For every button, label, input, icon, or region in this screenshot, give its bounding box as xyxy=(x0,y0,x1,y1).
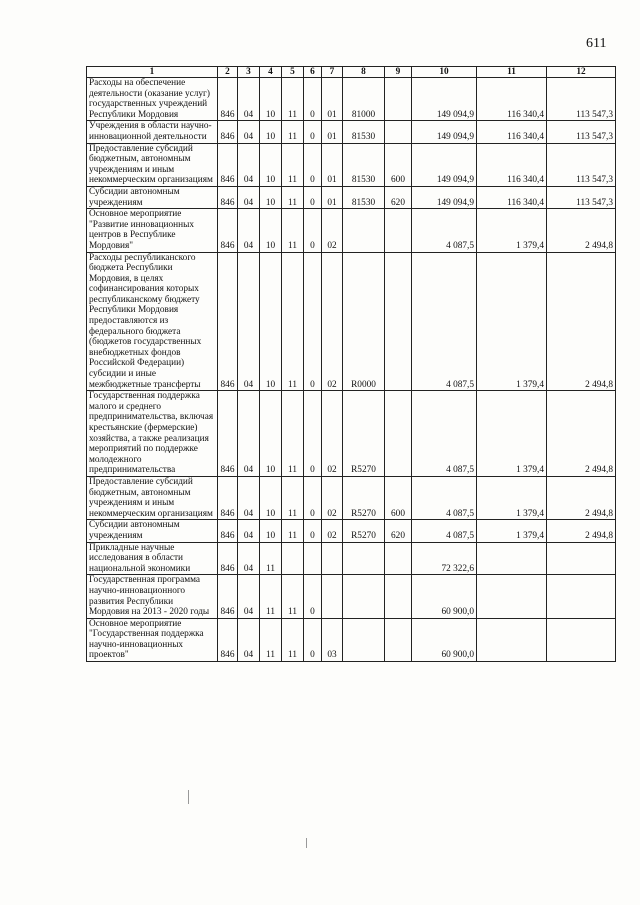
cell-expense-type xyxy=(385,575,412,618)
cell-program: 11 xyxy=(282,391,304,477)
cell-direction: R5270 xyxy=(343,520,385,542)
cell-direction: 81530 xyxy=(343,186,385,208)
cell-direction: 81530 xyxy=(343,143,385,186)
cell-direction: R5270 xyxy=(343,391,385,477)
cell-section: 04 xyxy=(238,186,260,208)
cell-subprogram: 0 xyxy=(304,391,322,477)
cell-program xyxy=(282,542,304,575)
cell-direction xyxy=(343,618,385,661)
table-row xyxy=(87,476,616,519)
column-header: 7 xyxy=(322,67,343,78)
row-name: Государственная поддержка малого и среднего предпринимательства, включая крестьянские (фермерские) хозяйства, а также реализация мероприятий по поддержке молодежного предпринимательства xyxy=(87,391,218,477)
cell-admin: 846 xyxy=(218,542,238,575)
cell-admin: 846 xyxy=(218,618,238,661)
cell-subprogram: 0 xyxy=(304,618,322,661)
cell-event: 01 xyxy=(322,186,343,208)
table-row xyxy=(87,542,616,575)
cell-section: 04 xyxy=(238,209,260,252)
cell-expense-type xyxy=(385,78,412,121)
cell-section: 04 xyxy=(238,252,260,391)
cell-program: 11 xyxy=(282,78,304,121)
cell-amount-3: 113 547,3 xyxy=(547,78,616,121)
cell-direction: R5270 xyxy=(343,476,385,519)
cell-subsection: 11 xyxy=(260,575,282,618)
cell-amount-2: 1 379,4 xyxy=(477,476,547,519)
cell-amount-1: 4 087,5 xyxy=(412,476,477,519)
column-header: 11 xyxy=(477,67,547,78)
cell-expense-type: 600 xyxy=(385,143,412,186)
cell-expense-type xyxy=(385,209,412,252)
cell-amount-2 xyxy=(477,575,547,618)
cell-program: 11 xyxy=(282,618,304,661)
column-header: 2 xyxy=(218,67,238,78)
cell-amount-3: 2 494,8 xyxy=(547,476,616,519)
cell-amount-3: 113 547,3 xyxy=(547,143,616,186)
cell-amount-1: 4 087,5 xyxy=(412,252,477,391)
cell-amount-2: 116 340,4 xyxy=(477,186,547,208)
cell-amount-3: 113 547,3 xyxy=(547,186,616,208)
cell-amount-3 xyxy=(547,542,616,575)
table-row xyxy=(87,520,616,542)
cell-subsection: 10 xyxy=(260,78,282,121)
cell-subprogram: 0 xyxy=(304,143,322,186)
cell-section: 04 xyxy=(238,520,260,542)
row-name: Государственная программа научно-инновационного развития Республики Мордовия на 2013 - 2020 годы xyxy=(87,575,218,618)
cell-program: 11 xyxy=(282,476,304,519)
row-name: Субсидии автономным учреждениям xyxy=(87,186,218,208)
cell-amount-1: 72 322,6 xyxy=(412,542,477,575)
column-header: 4 xyxy=(260,67,282,78)
cell-event: 01 xyxy=(322,121,343,143)
table-row xyxy=(87,78,616,121)
cell-event xyxy=(322,575,343,618)
cell-amount-2: 116 340,4 xyxy=(477,121,547,143)
cell-admin: 846 xyxy=(218,520,238,542)
cell-section: 04 xyxy=(238,391,260,477)
cell-subsection: 11 xyxy=(260,542,282,575)
cell-admin: 846 xyxy=(218,391,238,477)
cell-direction: 81530 xyxy=(343,121,385,143)
cell-section: 04 xyxy=(238,476,260,519)
cell-subsection: 10 xyxy=(260,476,282,519)
cell-subprogram: 0 xyxy=(304,476,322,519)
row-name: Прикладные научные исследования в области национальной экономики xyxy=(87,542,218,575)
cell-amount-1: 149 094,9 xyxy=(412,143,477,186)
cell-subprogram: 0 xyxy=(304,186,322,208)
table-row xyxy=(87,143,616,186)
cell-direction xyxy=(343,209,385,252)
row-name: Расходы республиканского бюджета Республики Мордовия, в целях софинансирования которых республиканскому бюджету Республики Мордовия предоставляются из федерального бюджета (бюджетов государственных внебюджетных фондов Российской Федерации) субсидии и иные межбюджетные трансферты xyxy=(87,252,218,391)
cell-amount-3: 2 494,8 xyxy=(547,252,616,391)
table-row xyxy=(87,575,616,618)
cell-admin: 846 xyxy=(218,575,238,618)
table-row xyxy=(87,209,616,252)
cell-amount-2: 1 379,4 xyxy=(477,520,547,542)
cell-amount-1: 149 094,9 xyxy=(412,78,477,121)
cell-event: 01 xyxy=(322,143,343,186)
cell-amount-3 xyxy=(547,618,616,661)
cell-admin: 846 xyxy=(218,121,238,143)
cell-amount-1: 4 087,5 xyxy=(412,209,477,252)
cell-subprogram: 0 xyxy=(304,575,322,618)
cell-expense-type xyxy=(385,121,412,143)
cell-subsection: 10 xyxy=(260,121,282,143)
cell-program: 11 xyxy=(282,520,304,542)
cell-amount-1: 4 087,5 xyxy=(412,520,477,542)
cell-expense-type xyxy=(385,542,412,575)
cell-amount-2: 1 379,4 xyxy=(477,209,547,252)
cell-event: 02 xyxy=(322,391,343,477)
cell-amount-2: 116 340,4 xyxy=(477,143,547,186)
cell-event: 03 xyxy=(322,618,343,661)
cell-expense-type: 600 xyxy=(385,476,412,519)
cell-amount-3 xyxy=(547,575,616,618)
cell-program: 11 xyxy=(282,143,304,186)
cell-section: 04 xyxy=(238,575,260,618)
table-body xyxy=(87,78,616,662)
cell-amount-3: 2 494,8 xyxy=(547,520,616,542)
cell-section: 04 xyxy=(238,542,260,575)
page-number: 611 xyxy=(586,36,607,51)
row-name: Расходы на обеспечение деятельности (оказание услуг) государственных учреждений Республики Мордовия xyxy=(87,78,218,121)
cell-program: 11 xyxy=(282,575,304,618)
cell-event: 02 xyxy=(322,252,343,391)
column-header: 9 xyxy=(385,67,412,78)
cell-section: 04 xyxy=(238,78,260,121)
cell-subsection: 10 xyxy=(260,520,282,542)
cell-amount-1: 60 900,0 xyxy=(412,575,477,618)
cell-admin: 846 xyxy=(218,209,238,252)
cell-subprogram xyxy=(304,542,322,575)
cell-subprogram: 0 xyxy=(304,121,322,143)
cell-subsection: 10 xyxy=(260,209,282,252)
table-row xyxy=(87,391,616,477)
cell-amount-1: 149 094,9 xyxy=(412,121,477,143)
row-name: Основное мероприятие "Развитие инновационных центров в Республике Мордовия" xyxy=(87,209,218,252)
cell-event: 01 xyxy=(322,78,343,121)
cell-event: 02 xyxy=(322,476,343,519)
cell-subsection: 10 xyxy=(260,143,282,186)
cell-amount-3: 113 547,3 xyxy=(547,121,616,143)
cell-amount-3: 2 494,8 xyxy=(547,391,616,477)
cell-program: 11 xyxy=(282,252,304,391)
column-header: 12 xyxy=(547,67,616,78)
cell-amount-3: 2 494,8 xyxy=(547,209,616,252)
cell-direction: 81000 xyxy=(343,78,385,121)
cell-admin: 846 xyxy=(218,143,238,186)
cell-program: 11 xyxy=(282,121,304,143)
cell-program: 11 xyxy=(282,209,304,252)
cell-section: 04 xyxy=(238,121,260,143)
cell-event: 02 xyxy=(322,209,343,252)
table-row xyxy=(87,186,616,208)
header-row xyxy=(87,67,616,78)
row-name: Субсидии автономным учреждениям xyxy=(87,520,218,542)
table-row xyxy=(87,121,616,143)
cell-expense-type xyxy=(385,391,412,477)
cell-admin: 846 xyxy=(218,476,238,519)
cell-subprogram: 0 xyxy=(304,78,322,121)
cell-expense-type xyxy=(385,252,412,391)
cell-expense-type: 620 xyxy=(385,520,412,542)
cell-amount-2: 1 379,4 xyxy=(477,252,547,391)
cell-event: 02 xyxy=(322,520,343,542)
column-header: 10 xyxy=(412,67,477,78)
cell-admin: 846 xyxy=(218,186,238,208)
cell-subsection: 10 xyxy=(260,391,282,477)
cell-amount-1: 60 900,0 xyxy=(412,618,477,661)
cell-direction: R0000 xyxy=(343,252,385,391)
cell-admin: 846 xyxy=(218,78,238,121)
row-name: Предоставление субсидий бюджетным, автономным учреждениям и иным некоммерческим организациям xyxy=(87,476,218,519)
column-header: 1 xyxy=(87,67,218,78)
budget-table xyxy=(86,66,616,662)
row-name: Предоставление субсидий бюджетным, автономным учреждениям и иным некоммерческим организациям xyxy=(87,143,218,186)
cell-subprogram: 0 xyxy=(304,520,322,542)
table-row xyxy=(87,618,616,661)
cell-amount-2 xyxy=(477,542,547,575)
scan-mark xyxy=(306,838,307,848)
column-header: 3 xyxy=(238,67,260,78)
cell-amount-2: 116 340,4 xyxy=(477,78,547,121)
cell-admin: 846 xyxy=(218,252,238,391)
cell-amount-1: 4 087,5 xyxy=(412,391,477,477)
cell-subsection: 10 xyxy=(260,186,282,208)
cell-section: 04 xyxy=(238,618,260,661)
cell-section: 04 xyxy=(238,143,260,186)
cell-amount-2: 1 379,4 xyxy=(477,391,547,477)
cell-amount-1: 149 094,9 xyxy=(412,186,477,208)
cell-subprogram: 0 xyxy=(304,252,322,391)
cell-subprogram: 0 xyxy=(304,209,322,252)
row-name: Учреждения в области научно-инновационной деятельности xyxy=(87,121,218,143)
column-header: 8 xyxy=(343,67,385,78)
table-row xyxy=(87,252,616,391)
cell-program: 11 xyxy=(282,186,304,208)
row-name: Основное мероприятие "Государственная поддержка научно-инновационных проектов" xyxy=(87,618,218,661)
cell-expense-type: 620 xyxy=(385,186,412,208)
cell-subsection: 10 xyxy=(260,252,282,391)
cell-subsection: 11 xyxy=(260,618,282,661)
column-header: 5 xyxy=(282,67,304,78)
cell-amount-2 xyxy=(477,618,547,661)
column-header: 6 xyxy=(304,67,322,78)
cell-direction xyxy=(343,542,385,575)
cell-expense-type xyxy=(385,618,412,661)
cell-direction xyxy=(343,575,385,618)
scan-mark xyxy=(188,790,189,804)
cell-event xyxy=(322,542,343,575)
